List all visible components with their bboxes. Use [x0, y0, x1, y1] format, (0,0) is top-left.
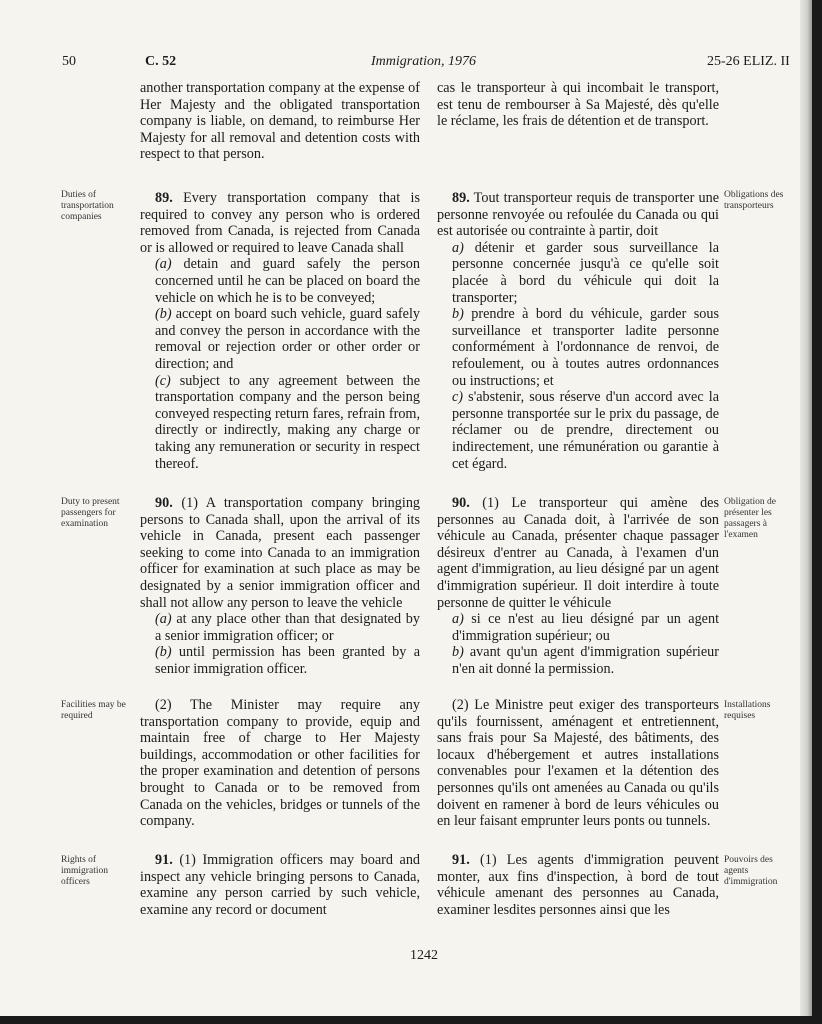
header-regnal-year: 25-26 ELIZ. II	[707, 54, 790, 69]
margin-note-duty-present-fr: Obligation de présenter les passagers à l'examen	[724, 497, 776, 540]
french-s89-c: c) s'abstenir, sous réserve d'un accord avec la personne transportée sur le prix du passage, de réclamer ou de prendre, directement ou indirectement, une rémunération ou garantie à cet égard.	[452, 389, 719, 472]
margin-note-rights-fr: Pouvoirs des agents d'immigration	[724, 855, 778, 887]
english-s89-intro: 89. Every transportation company that is required to convey any person who is ordered removed from Canada, is rejected from Canada or is allowed or required to leave Canada shall	[140, 190, 421, 256]
header-page-number: 50	[62, 54, 76, 69]
french-s89-intro: 89. Tout transporteur requis de transporter une personne renvoyée ou refoulée du Canada ou qui est autorisée ou contrainte à partir, doit	[437, 190, 719, 240]
french-s89-a: a) détenir et garder sous surveillance la personne concernée jusqu'à ce qu'elle soit placée à bord du véhicule qui doit la transporter;	[452, 239, 720, 306]
margin-note-duty-present-en: Duty to present passengers for examination	[61, 497, 120, 529]
french-s90-2: (2) Le Ministre peut exiger des transporteurs qu'ils fournissent, aménagent et entretiennent, sans frais pour Sa Majesté, des bâtiments, des locaux d'hébergement et autres installations convenables pour l'examen et la détention des personnes qu'ils ont amenées au Canada ou qu'ils doivent en ramener à bord de leurs véhicules ou en leur faisant emprunter leurs ponts ou tunnels.	[437, 697, 719, 830]
english-section-89	[140, 190, 420, 472]
english-continuation	[140, 80, 420, 163]
header-title: Immigration, 1976	[371, 54, 476, 69]
french-s91-number: 91.	[452, 852, 470, 868]
french-section-90-1	[437, 495, 719, 678]
english-continuation-text: another transportation company at the expense of Her Majesty and the obligated transportation company is liable, on demand, to reimburse Her Majesty for all removal and detention costs with respect to that person.	[140, 80, 420, 163]
french-s89-number: 89.	[452, 190, 470, 206]
french-section-89	[437, 190, 719, 472]
english-s89-b: (b) accept on board such vehicle, guard safely and convey the person in accordance with the removal or rejection order or other order or direction; and	[155, 306, 420, 372]
english-s90-1: 90. (1) A transportation company bringing persons to Canada shall, upon the arrival of its vehicle in Canada, present each passenger seeking to come into Canada to an immigration officer for examination at such place as may be designated by a senior immigration officer and shall not allow any person to leave the vehicle	[140, 495, 421, 611]
english-section-90-2	[140, 697, 420, 830]
page-edge-shadow	[800, 0, 812, 1016]
french-continuation-text: cas le transporteur à qui incombait le transport, est tenu de rembourser à Sa Majesté, dès qu'elle le réclame, les frais de détention et de transport.	[437, 80, 719, 130]
french-s90-number: 90.	[452, 495, 470, 511]
margin-note-duties-fr: Obligations des transporteurs	[724, 190, 784, 211]
english-s91-1: 91. (1) Immigration officers may board and inspect any vehicle bringing persons to Canada, examine any person carried by such vehicle, examine any record or document	[140, 852, 421, 918]
french-s89-b: b) prendre à bord du véhicule, garder sous surveillance et transporter ladite personne conformément à l'ordonnance de renvoi, de refoulement, ou à toutes autres ordonnances ou instructions; et	[452, 306, 719, 389]
header-chapter: C. 52	[145, 54, 177, 69]
french-section-91	[437, 852, 719, 918]
english-s89-a: (a) detain and guard safely the person concerned until he can be placed on board the vehicle on which he is to be conveyed;	[155, 256, 420, 306]
english-s90-a: (a) at any place other than that designated by a senior immigration officer; or	[155, 611, 420, 644]
english-section-90-1	[140, 495, 420, 678]
footer-page-number: 1242	[410, 948, 438, 963]
margin-note-facilities-fr: Installations requises	[724, 700, 771, 721]
french-s90-1: 90. (1) Le transporteur qui amène des personnes au Canada doit, à l'arrivée de son véhicule au Canada, présenter chaque passager désireux d'entrer au Canada, à l'examen d'un agent d'immigration, au lieu désigné par un agent d'immigration supérieur. Il doit interdire à toute personne de quitter le véhicule	[437, 495, 719, 611]
french-s90-b: b) avant qu'un agent d'immigration supérieur n'en ait donné la permission.	[452, 644, 719, 677]
english-s89-number: 89.	[155, 190, 173, 206]
french-section-90-2	[437, 697, 719, 830]
french-s90-a: a) si ce n'est au lieu désigné par un agent d'immigration supérieur; ou	[452, 611, 720, 644]
margin-note-facilities-en: Facilities may be required	[61, 700, 126, 721]
margin-note-rights-en: Rights of immigration officers	[61, 855, 108, 887]
english-s89-c: (c) subject to any agreement between the transportation company and the person being conveyed respecting return fares, refrain from, directly or indirectly, making any charge or taking any remuneration or security in respect thereof.	[155, 372, 421, 472]
english-section-91	[140, 852, 420, 918]
french-continuation	[437, 80, 719, 130]
french-s91-1: 91. (1) Les agents d'immigration peuvent monter, aux fins d'inspection, à bord de tout véhicule amenant des personnes au Canada, examiner lesdites personnes ainsi que les	[437, 852, 719, 918]
english-s90-number: 90.	[155, 495, 173, 511]
english-s90-b: (b) until permission has been granted by a senior immigration officer.	[155, 644, 421, 677]
english-s91-number: 91.	[155, 852, 173, 868]
margin-note-duties-en: Duties of transportation companies	[61, 190, 114, 222]
english-s90-2: (2) The Minister may require any transportation company to provide, equip and maintain free of charge to Her Majesty buildings, accommodation or other facilities for the proper examination and detention of persons brought to Canada or to be removed from Canada on the vehicles, bridges or tunnels of the company.	[140, 697, 420, 830]
